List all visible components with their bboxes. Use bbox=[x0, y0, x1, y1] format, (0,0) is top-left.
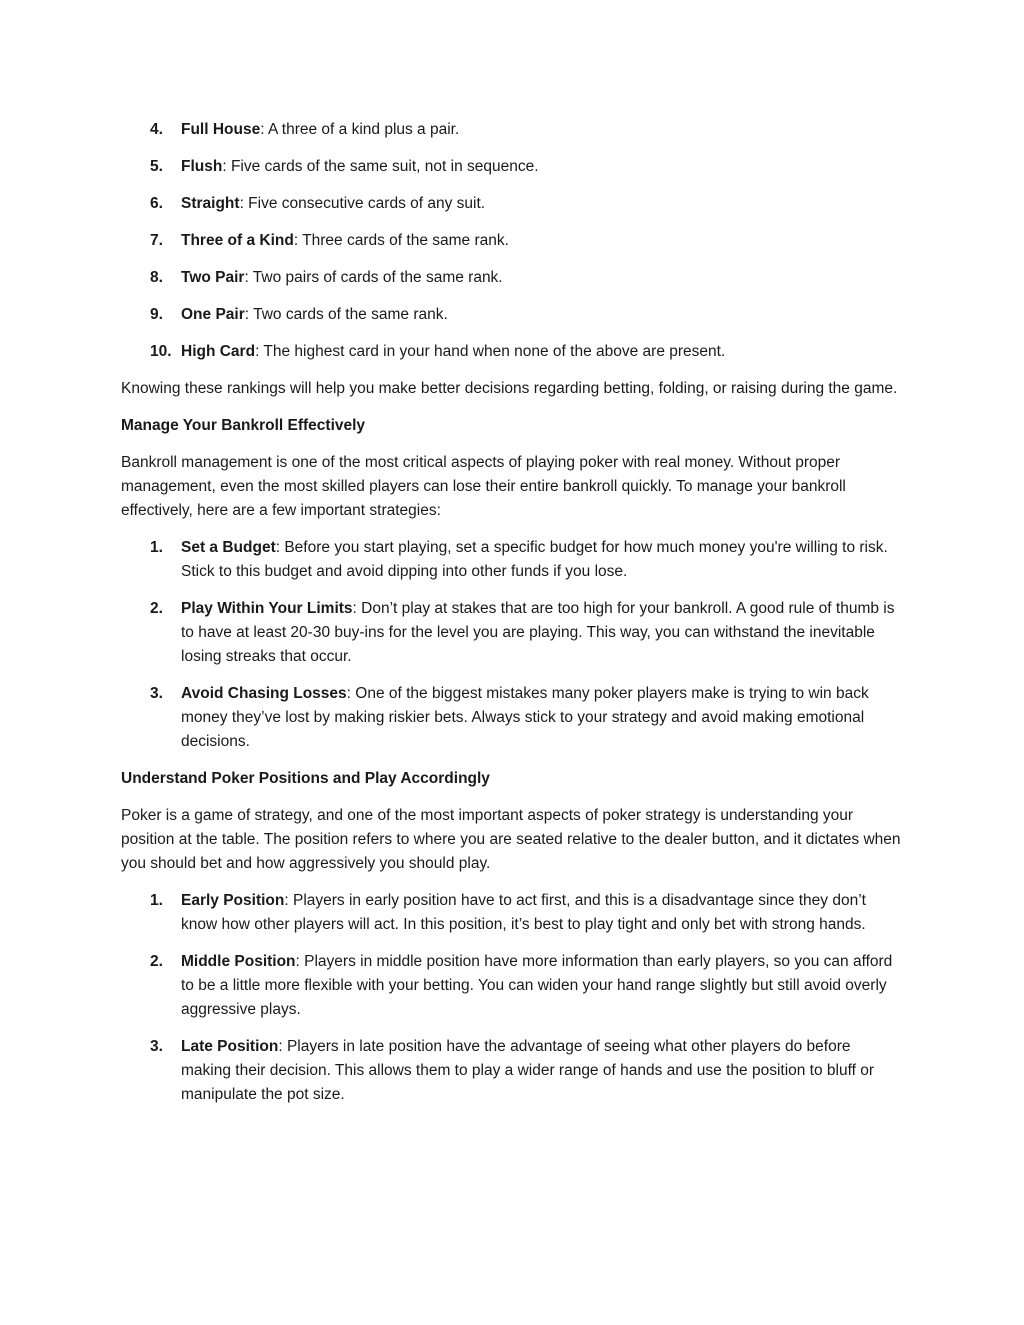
list-description: : Before you start playing, set a specific budget for how much money you're willing to risk. Stick to this budget and avoid dipping into other funds if you lose. bbox=[181, 539, 888, 580]
list-description: : A three of a kind plus a pair. bbox=[260, 121, 460, 138]
list-term: Straight bbox=[181, 195, 240, 212]
list-item bbox=[121, 682, 901, 754]
list-number: 7. bbox=[150, 232, 163, 249]
positions-list bbox=[121, 889, 901, 1107]
list-number: 1. bbox=[150, 539, 163, 556]
list-item bbox=[121, 536, 901, 584]
list-term: Flush bbox=[181, 158, 223, 175]
list-number: 9. bbox=[150, 306, 163, 323]
list-description: : Players in early position have to act first, and this is a disadvantage since they don’t know how other players will act. In this position, it’s best to play tight and only bet with strong hands. bbox=[181, 892, 866, 933]
list-term: Avoid Chasing Losses bbox=[181, 685, 347, 702]
list-number: 2. bbox=[150, 600, 163, 617]
list-term: Full House bbox=[181, 121, 261, 138]
list-item bbox=[121, 155, 901, 179]
list-item bbox=[121, 266, 901, 290]
list-item bbox=[121, 597, 901, 669]
list-item bbox=[121, 229, 901, 253]
list-term: Play Within Your Limits bbox=[181, 600, 353, 617]
list-description: : Two cards of the same rank. bbox=[244, 306, 448, 323]
list-term: Late Position bbox=[181, 1038, 279, 1055]
list-term: Two Pair bbox=[181, 269, 245, 286]
list-number: 3. bbox=[150, 685, 163, 702]
section-heading-bankroll: Manage Your Bankroll Effectively bbox=[121, 417, 366, 434]
section-heading-positions: Understand Poker Positions and Play Accordingly bbox=[121, 770, 490, 787]
list-number: 8. bbox=[150, 269, 163, 286]
list-number: 4. bbox=[150, 121, 163, 138]
list-item bbox=[121, 1035, 901, 1107]
list-item bbox=[121, 889, 901, 937]
list-item bbox=[121, 950, 901, 1022]
list-item bbox=[121, 340, 901, 364]
list-term: One Pair bbox=[181, 306, 245, 323]
list-description: : Two pairs of cards of the same rank. bbox=[244, 269, 503, 286]
list-description: : Five consecutive cards of any suit. bbox=[239, 195, 486, 212]
list-number: 3. bbox=[150, 1038, 163, 1055]
bankroll-intro: Bankroll management is one of the most critical aspects of playing poker with real money. Without proper management, even the most skilled players can lose their entire bankroll quickly. To manage your bankroll effectively, here are a few important strategies: bbox=[121, 454, 846, 519]
positions-intro: Poker is a game of strategy, and one of the most important aspects of poker strategy is understanding your position at the table. The position refers to where you are seated relative to the dealer button, and it dictates when you should bet and how aggressively you should play. bbox=[121, 807, 901, 872]
hand-rankings-list bbox=[121, 118, 901, 364]
list-description: : Three cards of the same rank. bbox=[293, 232, 509, 249]
list-number: 5. bbox=[150, 158, 163, 175]
list-item bbox=[121, 118, 901, 142]
list-description: : One of the biggest mistakes many poker players make is trying to win back money they’ve lost by making riskier bets. Always stick to your strategy and avoid making emotional decisions. bbox=[181, 685, 869, 750]
list-item bbox=[121, 303, 901, 327]
list-number: 6. bbox=[150, 195, 163, 212]
list-term: Middle Position bbox=[181, 953, 296, 970]
rankings-note: Knowing these rankings will help you make better decisions regarding betting, folding, or raising during the game. bbox=[121, 380, 898, 397]
list-number: 2. bbox=[150, 953, 163, 970]
list-description: : Players in late position have the advantage of seeing what other players do before making their decision. This allows them to play a wider range of hands and use the position to bluff or manipulate the pot size. bbox=[181, 1038, 875, 1103]
list-description: : Don’t play at stakes that are too high for your bankroll. A good rule of thumb is to have at least 20-30 buy-ins for the level you are playing. This way, you can withstand the inevitable losing streaks that occur. bbox=[181, 600, 895, 665]
list-description: : Five cards of the same suit, not in sequence. bbox=[222, 158, 539, 175]
document-page bbox=[121, 118, 901, 1120]
list-description: : The highest card in your hand when none of the above are present. bbox=[255, 343, 726, 360]
bankroll-strategies-list bbox=[121, 536, 901, 754]
list-term: Early Position bbox=[181, 892, 285, 909]
list-term: Three of a Kind bbox=[181, 232, 294, 249]
list-term: High Card bbox=[181, 343, 256, 360]
list-term: Set a Budget bbox=[181, 539, 276, 556]
list-description: : Players in middle position have more information than early players, so you can afford to be a little more flexible with your betting. You can widen your hand range slightly but still avoid overly aggressive plays. bbox=[181, 953, 893, 1018]
list-number: 10. bbox=[150, 343, 172, 360]
list-number: 1. bbox=[150, 892, 163, 909]
list-item bbox=[121, 192, 901, 216]
